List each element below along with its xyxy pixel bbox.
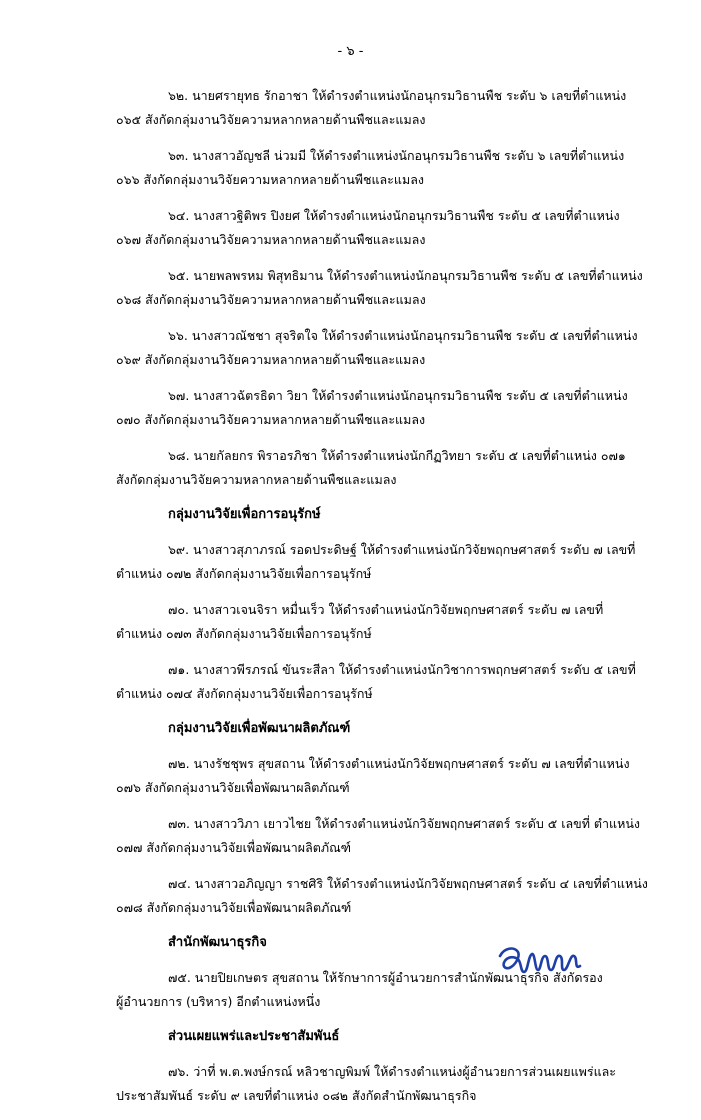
- entry-line: ๗๐. นางสาวเจนจิรา หมื่นเร็ว ให้ดำรงตำแหน่งนักวิจัยพฤกษศาสตร์ ระดับ ๗ เลขที่: [168, 602, 604, 617]
- entry-line: ๗๔. นางสาวอภิญญา ราชศิริ ให้ดำรงตำแหน่งนักวิจัยพฤกษศาสตร์ ระดับ ๔ เลขที่ตำแหน่ง: [168, 876, 648, 891]
- entry-line: ผู้อำนวยการ (บริหาร) อีกตำแหน่งหนึ่ง: [116, 994, 321, 1009]
- entry-71: [116, 658, 636, 706]
- entry-line: ๗๕. นายปิยเกษตร สุขสถาน ให้รักษาการผู้อำนวยการสำนักพัฒนาธุรกิจ สังกัดรอง: [168, 970, 603, 985]
- entry-line: ๐๗๘ สังกัดกลุ่มงานวิจัยเพื่อพัฒนาผลิตภัณฑ์: [116, 900, 352, 915]
- entry-70: [116, 598, 621, 646]
- entry-62: [116, 84, 627, 132]
- entry-line: ตำแหน่ง ๐๗๒ สังกัดกลุ่มงานวิจัยเพื่อการอนุรักษ์: [116, 566, 372, 581]
- entry-line: ๖๒. นายศรายุทธ รักอาชา ให้ดำรงตำแหน่งนักอนุกรมวิธานพืช ระดับ ๖ เลขที่ตำแหน่ง: [168, 88, 627, 103]
- entry-line: ๗๖. ว่าที่ พ.ต.พงษ์กรณ์ หลิวชาญพิมพ์ ให้ดำรงตำแหน่งผู้อำนวยการส่วนเผยแพร่และ: [168, 1064, 617, 1079]
- entry-line: ๐๖๗ สังกัดกลุ่มงานวิจัยความหลากหลายด้านพืชและแมลง: [116, 232, 426, 247]
- entry-66: [116, 324, 638, 372]
- entry-line: ๖๗. นางสาวฉัตรธิดา วิยา ให้ดำรงตำแหน่งนักอนุกรมวิธานพืช ระดับ ๕ เลขที่ตำแหน่ง: [168, 388, 628, 403]
- entry-74: [116, 872, 648, 920]
- entry-line: ประชาสัมพันธ์ ระดับ ๙ เลขที่ตำแหน่ง ๐๘๒ สังกัดสำนักพัฒนาธุรกิจ: [116, 1088, 477, 1103]
- entry-line: ตำแหน่ง ๐๗๓ สังกัดกลุ่มงานวิจัยเพื่อการอนุรักษ์: [116, 626, 372, 641]
- entry-line: ๗๑. นางสาวพีรภรณ์ ขันระสีลา ให้ดำรงตำแหน่งนักวิชาการพฤกษศาสตร์ ระดับ ๕ เลขที่: [168, 662, 636, 677]
- page-number: - ๖ -: [337, 44, 364, 59]
- entry-76: [116, 1060, 621, 1108]
- entry-line: ๖๙. นางสาวสุภาภรณ์ รอดประดิษฐ์ ให้ดำรงตำแหน่งนักวิจัยพฤกษศาสตร์ ระดับ ๗ เลขที่: [168, 542, 636, 557]
- entry-line: ๖๕. นายพลพรหม พิสุทธิมาน ให้ดำรงตำแหน่งนักอนุกรมวิธานพืช ระดับ ๕ เลขที่ตำแหน่ง: [168, 268, 643, 283]
- entry-line: ๐๗๖ สังกัดกลุ่มงานวิจัยเพื่อพัฒนาผลิตภัณฑ์: [116, 780, 350, 795]
- entry-line: ๖๖. นางสาวณัชชา สุจริตใจ ให้ดำรงตำแหน่งนักอนุกรมวิธานพืช ระดับ ๕ เลขที่ตำแหน่ง: [168, 328, 638, 343]
- entry-67: [116, 384, 628, 432]
- entry-line: ๐๖๕ สังกัดกลุ่มงานวิจัยความหลากหลายด้านพืชและแมลง: [116, 112, 426, 127]
- entry-line: ๗๒. นางรัชชุพร สุขสถาน ให้ดำรงตำแหน่งนักวิจัยพฤกษศาสตร์ ระดับ ๗ เลขที่ตำแหน่ง: [168, 756, 630, 771]
- entry-line: ๐๖๘ สังกัดกลุ่มงานวิจัยความหลากหลายด้านพืชและแมลง: [116, 292, 426, 307]
- entry-68: [116, 444, 626, 492]
- entry-line: ๐๖๖ สังกัดกลุ่มงานวิจัยความหลากหลายด้านพืชและแมลง: [116, 172, 424, 187]
- entry-73: [116, 812, 641, 860]
- entry-69: [116, 538, 636, 586]
- entry-63: [116, 144, 625, 192]
- section-heading-product-development: กลุ่มงานวิจัยเพื่อพัฒนาผลิตภัณฑ์: [168, 721, 351, 736]
- entry-line: ๐๗๗ สังกัดกลุ่มงานวิจัยเพื่อพัฒนาผลิตภัณฑ์: [116, 840, 352, 855]
- entry-line: ๖๓. นางสาวอัญชลี น่วมมี ให้ดำรงตำแหน่งนักอนุกรมวิธานพืช ระดับ ๖ เลขที่ตำแหน่ง: [168, 148, 625, 163]
- entry-line: ๐๗๐ สังกัดกลุ่มงานวิจัยความหลากหลายด้านพืชและแมลง: [116, 412, 426, 427]
- handwritten-signature-icon: [494, 940, 584, 980]
- entry-line: ๗๓. นางสาววิภา เยาวไชย ให้ดำรงตำแหน่งนักวิจัยพฤกษศาสตร์ ระดับ ๕ เลขที่ ตำแหน่ง: [168, 816, 641, 831]
- entry-line: สังกัดกลุ่มงานวิจัยความหลากหลายด้านพืชและแมลง: [116, 472, 397, 487]
- entry-line: ๖๘. นายกัลยกร พิราอรภิชา ให้ดำรงตำแหน่งนักกีฏวิทยา ระดับ ๕ เลขที่ตำแหน่ง ๐๗๑: [168, 448, 626, 463]
- entry-line: ๐๖๙ สังกัดกลุ่มงานวิจัยความหลากหลายด้านพืชและแมลง: [116, 352, 426, 367]
- section-heading-business-development: สำนักพัฒนาธุรกิจ: [168, 935, 267, 950]
- section-heading-public-relations: ส่วนเผยแพร่และประชาสัมพันธ์: [168, 1029, 340, 1044]
- entry-65: [116, 264, 643, 312]
- section-heading-conservation: กลุ่มงานวิจัยเพื่อการอนุรักษ์: [168, 507, 321, 522]
- entry-line: ตำแหน่ง ๐๗๔ สังกัดกลุ่มงานวิจัยเพื่อการอนุรักษ์: [116, 686, 373, 701]
- entry-line: ๖๔. นางสาวฐิติพร ปิงยศ ให้ดำรงตำแหน่งนักอนุกรมวิธานพืช ระดับ ๕ เลขที่ตำแหน่ง: [168, 208, 620, 223]
- entry-72: [116, 752, 630, 800]
- entry-64: [116, 204, 621, 252]
